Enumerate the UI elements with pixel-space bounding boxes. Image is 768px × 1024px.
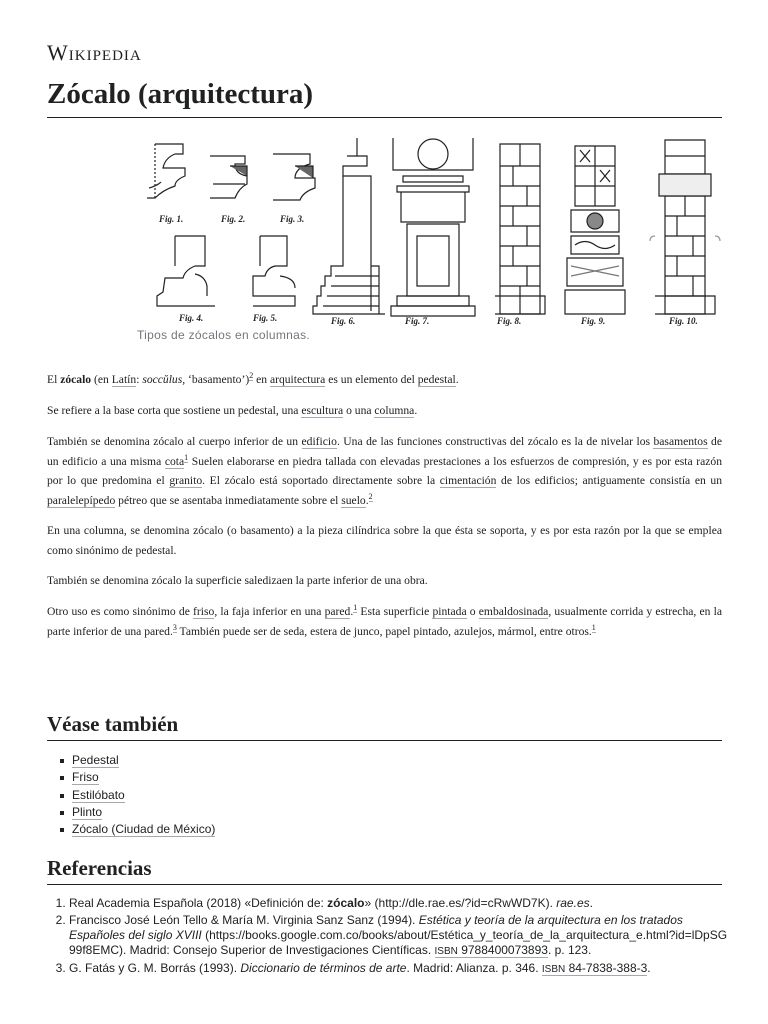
isbn-link[interactable]: ISBN [541,964,566,975]
fig-label-5: Fig. 5. [253,313,278,323]
fig-6-drawing [313,138,385,314]
fig-label-7: Fig. 7. [405,316,430,326]
link-granito[interactable]: granito [169,474,203,487]
list-item [72,787,215,804]
fig-label-3: Fig. 3. [280,214,305,224]
see-also-rule [47,740,722,741]
section-heading-references: Referencias [47,856,152,880]
see-also-link-estilobato[interactable]: Estilóbato [72,787,125,802]
fig-10-drawing [650,140,720,314]
fig-1-drawing [147,144,185,198]
paragraph-edificio: También se denomina zócalo al cuerpo inferior de un edificio. Una de las funciones constructivas del zócalo es la de nivelar los basamentos de un edificio a una misma cota$^1$ Suelen elaborarse en piedra tallada con elevadas prestaciones a los esfuerzos de compresión, y es por esta razón por lo que predomina el granito. El zócalo está soportado directamente sobre la cimentación de los edificios; antiguamente consistía en un paralelepípedo pétreo que se asentaba inmediatamente sobre el suelo.$^2$ [47,435,723,507]
fig-4-drawing [157,236,215,306]
link-paralelepipedo[interactable]: paralelepípedo [47,493,116,507]
list-item [72,804,215,821]
reference-item: 2. Francisco José León Tello & María M. Virginia Sanz Sanz (1994). Estética y teoría de la arquitectura en los tratados Españoles del siglo XVIII (https://books.google.com.co/books/about/Estética_y_teoría_de_la_arquitectura_e.html?id=lDpSG99f8EMC). Madrid: Consejo Superior de Investigaciones Científicas. ISBN 9788400073893. p. 123. [69,913,733,959]
fig-2-drawing [210,156,247,198]
paragraph-columna: En una columna, se denomina zócalo (o basamento) a la pieza cilíndrica sobre la que ésta se soporta, y es por esta razón por la que se emplea como sinónimo de pedestal. [47,524,722,557]
link-suelo[interactable]: suelo [341,493,366,507]
link-embaldosinada[interactable]: embaldosinada [478,605,549,618]
link-pared[interactable]: pared [324,605,351,618]
link-cimentacion[interactable]: cimentación [439,474,497,487]
link-cota[interactable]: cota [164,454,185,468]
figure-caption: Tipos de zócalos en columnas. [137,328,311,342]
wikipedia-logo[interactable]: Wikipedia [47,40,142,65]
reference-item: 1. Real Academia Española (2018) «Definición de: zócalo» (http://dle.rae.es/?id=cRwWD7K). rae.es. [69,896,733,911]
link-friso[interactable]: friso [193,605,215,618]
paragraph-intro: El zócalo (en Latín: soccŭlus, ‘basamento’)$^2$ en arquitectura es un elemento del pedestal. [47,371,459,386]
references-rule [47,884,722,885]
references-list [47,896,733,979]
reference-item: 3. G. Fatás y G. M. Borrás (1993). Diccionario de términos de arte. Madrid: Alianza. p. 346. ISBN 84-7838-388-3. [69,961,733,977]
fig-3-drawing [273,154,315,200]
link-latin[interactable]: Latín [111,373,137,386]
fig-8-drawing [495,144,545,314]
fig-label-6: Fig. 6. [331,316,356,326]
fig-5-drawing [253,236,295,306]
ref-2b[interactable]: 2 [368,491,373,501]
fig-7-drawing [391,138,475,316]
title-rule [47,117,722,118]
fig-9-drawing [565,146,625,314]
reference-link-rae[interactable]: » (http://dle.rae.es/?id=cRwWD7K). [364,896,557,910]
fig-label-2: Fig. 2. [221,214,246,224]
isbn-number-link[interactable]: 84-7838-388-3 [565,961,648,975]
ref-1[interactable]: 1 [184,452,189,462]
paragraph-superficie: También se denomina zócalo la superficie saledizaen la parte inferior de una obra. [47,574,428,587]
link-columna[interactable]: columna [374,404,415,417]
fig-label-4: Fig. 4. [179,313,204,323]
ref-2[interactable]: 2 [249,371,254,381]
plinth-types-illustration [135,136,722,326]
ref-1b[interactable]: 1 [353,603,358,613]
list-item [72,752,215,769]
ref-1c[interactable]: 1 [591,622,596,632]
fig-label-8: Fig. 8. [497,316,522,326]
section-heading-see-also: Véase también [47,712,179,736]
see-also-list [47,752,215,838]
link-basamentos[interactable]: basamentos [653,435,708,448]
link-escultura[interactable]: escultura [301,404,344,417]
isbn-number-link[interactable]: 9788400073893 [457,943,548,957]
fig-label-9: Fig. 9. [581,316,606,326]
paragraph-base: Se refiere a la base corta que sostiene un pedestal, una escultura o una columna. [47,404,418,417]
isbn-link[interactable]: ISBN [434,946,458,957]
see-also-link-plinto[interactable]: Plinto [72,804,103,819]
ref-3[interactable]: 3 [172,622,177,632]
link-arquitectura[interactable]: arquitectura [269,373,326,386]
fig-label-10: Fig. 10. [669,316,698,326]
page-title: Zócalo (arquitectura) [47,78,314,110]
reference-link-google-books[interactable]: (https://books.google.com.co/books/about/Estética_y_teoría_de_la_arquitectura_e.html?id=lDpSG99f8EMC). Madrid: Consejo Superior de Investigaciones Científicas. [69,928,728,957]
link-pintada[interactable]: pintada [432,605,467,618]
list-item [72,769,215,786]
list-item [72,821,215,838]
fig-label-1: Fig. 1. [159,214,184,224]
paragraph-friso: Otro uso es como sinónimo de friso, la faja inferior en una pared.$^1$ Esta superficie pintada o embaldosinada, usualmente corrida y estrecha, en la parte inferior de una pared.$^3$ También puede ser de seda, estera de junco, papel pintado, azulejos, mármol, entre otros.$^1$ [47,603,722,638]
see-also-link-friso[interactable]: Friso [72,770,99,785]
see-also-link-zocalo-cdmx[interactable]: Zócalo (Ciudad de México) [72,822,216,837]
link-edificio[interactable]: edificio [301,435,337,448]
see-also-link-pedestal[interactable]: Pedestal [72,753,119,767]
link-pedestal[interactable]: pedestal [417,373,456,386]
